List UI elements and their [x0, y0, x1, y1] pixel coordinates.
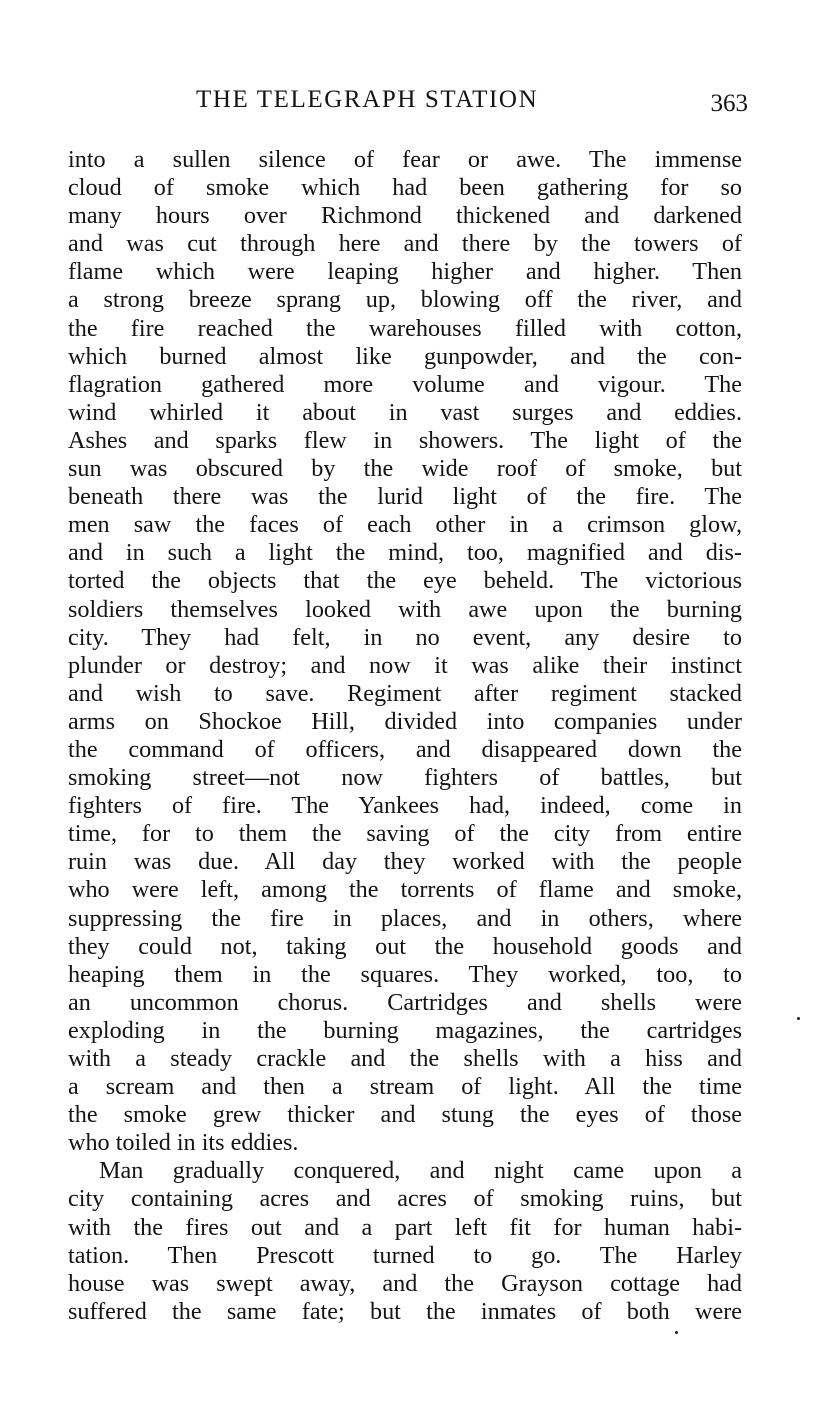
text-line: which burned almost like gunpowder, and the con-: [68, 342, 742, 370]
text-line: cloud of smoke which had been gathering for so: [68, 174, 742, 202]
text-line: ruin was due. All day they worked with the people: [68, 848, 742, 876]
text-line: and was cut through here and there by the towers of: [68, 230, 742, 258]
text-line: wind whirled it about in vast surges and eddies.: [68, 398, 742, 426]
text-line: who were left, among the torrents of flame and smoke,: [68, 876, 742, 904]
text-line: suppressing the fire in places, and in others, where: [68, 904, 742, 932]
text-line: an uncommon chorus. Cartridges and shells were: [68, 988, 742, 1016]
text-line: fighters of fire. The Yankees had, indeed, come in: [68, 792, 742, 820]
text-line: city containing acres and acres of smoking ruins, but: [68, 1185, 742, 1213]
text-line: time, for to them the saving of the city from entire: [68, 820, 742, 848]
print-speck: [675, 1331, 678, 1334]
text-line: Man gradually conquered, and night came upon a: [99, 1157, 742, 1185]
text-line: and wish to save. Regiment after regiment stacked: [68, 679, 742, 707]
text-line: flame which were leaping higher and higher. Then: [68, 258, 742, 286]
page-number: 363: [710, 90, 748, 117]
text-line: smoking street—not now fighters of battles, but: [68, 764, 742, 792]
text-line: house was swept away, and the Grayson cottage had: [68, 1269, 742, 1297]
text-line: with a steady crackle and the shells with a hiss and: [68, 1045, 742, 1072]
text-line: sun was obscured by the wide roof of smoke, but: [68, 455, 742, 483]
text-line: they could not, taking out the household goods and: [68, 932, 742, 960]
text-line: arms on Shockoe Hill, divided into companies under: [68, 707, 742, 735]
text-line: exploding in the burning magazines, the cartridges: [68, 1016, 742, 1044]
text-line: the fire reached the warehouses filled with cotton,: [68, 314, 742, 342]
print-speck: [797, 1017, 800, 1020]
text-line: a strong breeze sprang up, blowing off the river, and: [68, 286, 742, 314]
text-line: men saw the faces of each other in a crimson glow,: [68, 511, 742, 539]
body-text: [68, 146, 742, 1326]
text-line: city. They had felt, in no event, any desire to: [68, 623, 742, 651]
text-line: and in such a light the mind, too, magnified and dis-: [68, 539, 742, 567]
text-line: Ashes and sparks flew in showers. The light of the: [68, 426, 742, 454]
text-line: into a sullen silence of fear or awe. The immense: [68, 146, 742, 173]
text-line: the smoke grew thicker and stung the eyes of those: [68, 1101, 742, 1129]
running-head: [68, 82, 748, 118]
text-line: soldiers themselves looked with awe upon the burning: [68, 595, 742, 623]
text-line: tation. Then Prescott turned to go. The Harley: [68, 1241, 742, 1269]
text-line: many hours over Richmond thickened and darkened: [68, 202, 742, 230]
text-line: the command of officers, and disappeared down the: [68, 735, 742, 763]
text-line: torted the objects that the eye beheld. The victorious: [68, 567, 742, 595]
text-line: with the fires out and a part left fit for human habi-: [68, 1213, 742, 1241]
text-line: heaping them in the squares. They worked, too, to: [68, 960, 742, 988]
paragraph: [68, 146, 742, 1157]
text-line: flagration gathered more volume and vigour. The: [68, 370, 742, 398]
paragraph: [68, 1157, 742, 1326]
text-line: beneath there was the lurid light of the fire. The: [68, 483, 742, 511]
text-line: suffered the same fate; but the inmates of both were: [68, 1297, 742, 1325]
text-line: plunder or destroy; and now it was alike their instinct: [68, 651, 742, 679]
text-line: a scream and then a stream of light. All the time: [68, 1073, 742, 1101]
running-title: THE TELEGRAPH STATION: [196, 86, 539, 113]
text-line: who toiled in its eddies.: [68, 1129, 299, 1157]
